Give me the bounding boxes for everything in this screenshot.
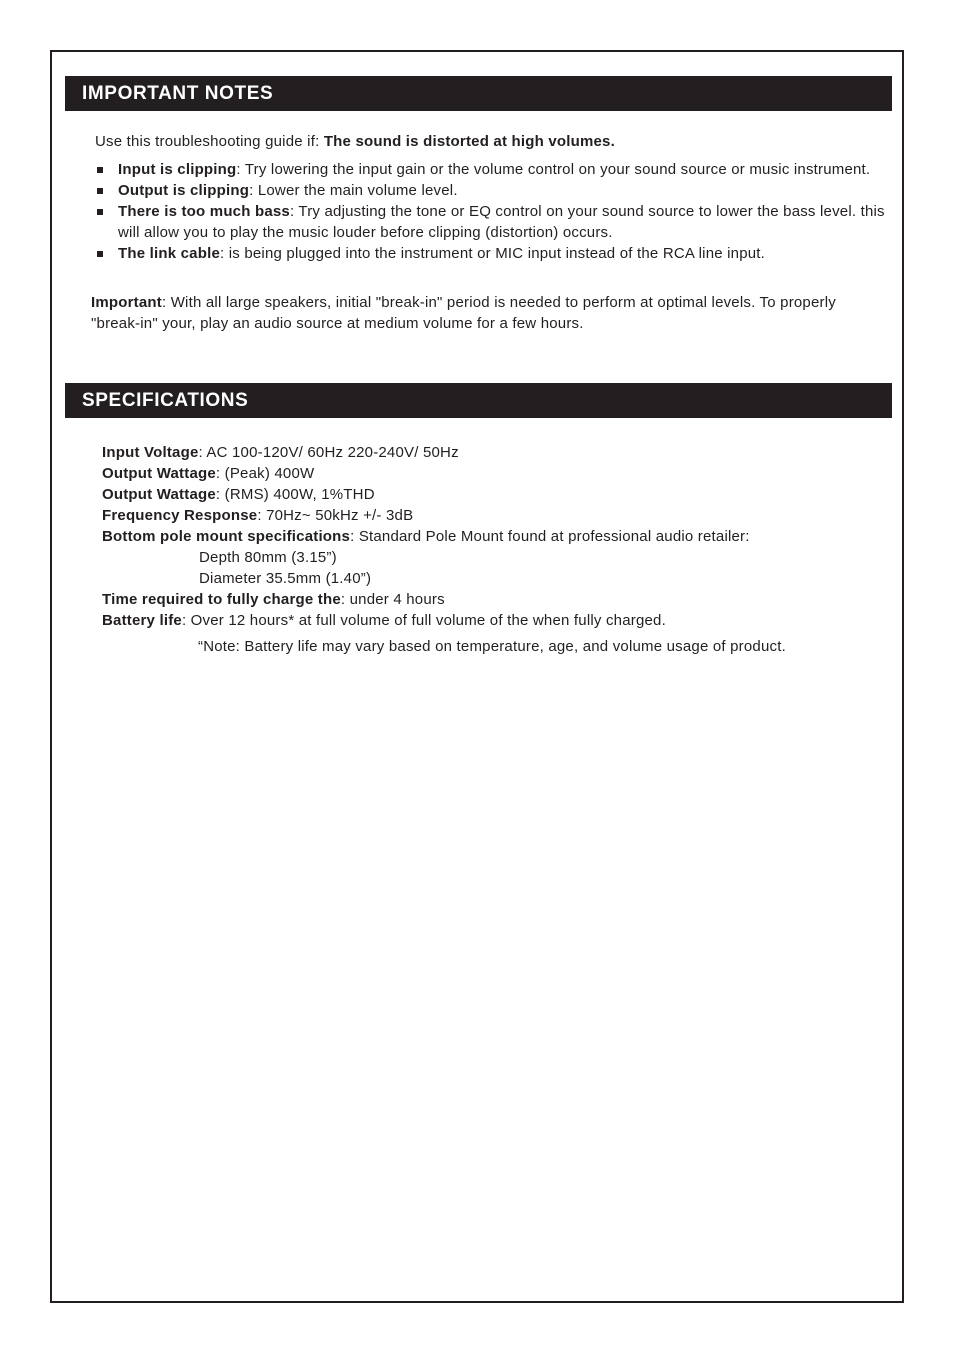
spec-sub-item-depth: Depth 80mm (3.15”) [199, 549, 337, 566]
spec-item [102, 526, 882, 547]
spec-label: Time required to fully charge the [102, 591, 341, 608]
bullet-label: There is too much bass [118, 203, 290, 220]
spec-label: Output Wattage [102, 465, 216, 482]
important-paragraph [91, 292, 881, 334]
intro-prefix: Use this troubleshooting guide if: [95, 133, 324, 150]
bullet-label: The link cable [118, 245, 220, 262]
spec-label: Frequency Response [102, 507, 258, 524]
spec-value: : (Peak) 400W [215, 465, 315, 482]
bullet-text: : Try adjusting the tone or EQ control on your sound source to lower the bass level. this will allow you to play the music louder before clipping (distortion) occurs. [118, 203, 885, 241]
spec-item [102, 589, 882, 610]
square-bullet-icon [97, 209, 103, 215]
spec-value: : 70Hz~ 50kHz +/- 3dB [257, 507, 414, 524]
troubleshooting-intro [95, 131, 885, 152]
battery-note: “Note: Battery life may vary based on temperature, age, and volume usage of product. [198, 638, 786, 655]
spec-item [102, 484, 882, 505]
spec-label: Bottom pole mount specifications [102, 528, 351, 545]
spec-value: : Standard Pole Mount found at professional audio retailer: [350, 528, 750, 545]
bullet-label: Input is clipping [118, 161, 237, 178]
spec-value: : under 4 hours [340, 591, 445, 608]
spec-value: : Over 12 hours* at full volume of full volume of the when fully charged. [181, 612, 666, 629]
bullet-text: : is being plugged into the instrument or MIC input instead of the RCA line input. [220, 245, 766, 262]
spec-item [102, 610, 882, 631]
list-item [95, 159, 885, 180]
spec-value: : (RMS) 400W, 1%THD [215, 486, 375, 503]
list-item [95, 201, 885, 243]
specifications-header [65, 383, 892, 418]
intro-bold: The sound is distorted at high volumes. [323, 133, 615, 150]
square-bullet-icon [97, 251, 103, 257]
important-notes-title: IMPORTANT NOTES [82, 83, 274, 104]
spec-label: Input Voltage [102, 444, 199, 461]
list-item [95, 180, 885, 201]
spec-label: Battery life [102, 612, 182, 629]
spec-item [102, 442, 882, 463]
spec-item [102, 505, 882, 526]
specifications-title: SPECIFICATIONS [82, 390, 249, 411]
square-bullet-icon [97, 188, 103, 194]
bullet-label: Output is clipping [118, 182, 250, 199]
bullet-text: : Try lowering the input gain or the volume control on your sound source or music instrument. [236, 161, 871, 178]
spec-sub-item-diameter: Diameter 35.5mm (1.40”) [199, 570, 372, 587]
spec-label: Output Wattage [102, 486, 216, 503]
page-frame [50, 50, 904, 1303]
important-label: Important [91, 294, 162, 311]
spec-item [102, 463, 882, 484]
troubleshooting-list [95, 159, 885, 264]
list-item [95, 243, 885, 264]
square-bullet-icon [97, 167, 103, 173]
important-text: : With all large speakers, initial "break-in" period is needed to perform at optimal levels. To properly "break-in" your, play an audio source at medium volume for a few hours. [91, 294, 836, 332]
important-notes-header [65, 76, 892, 111]
specifications-list [102, 442, 882, 631]
bullet-text: : Lower the main volume level. [249, 182, 458, 199]
spec-value: : AC 100-120V/ 60Hz 220-240V/ 50Hz [198, 444, 459, 461]
